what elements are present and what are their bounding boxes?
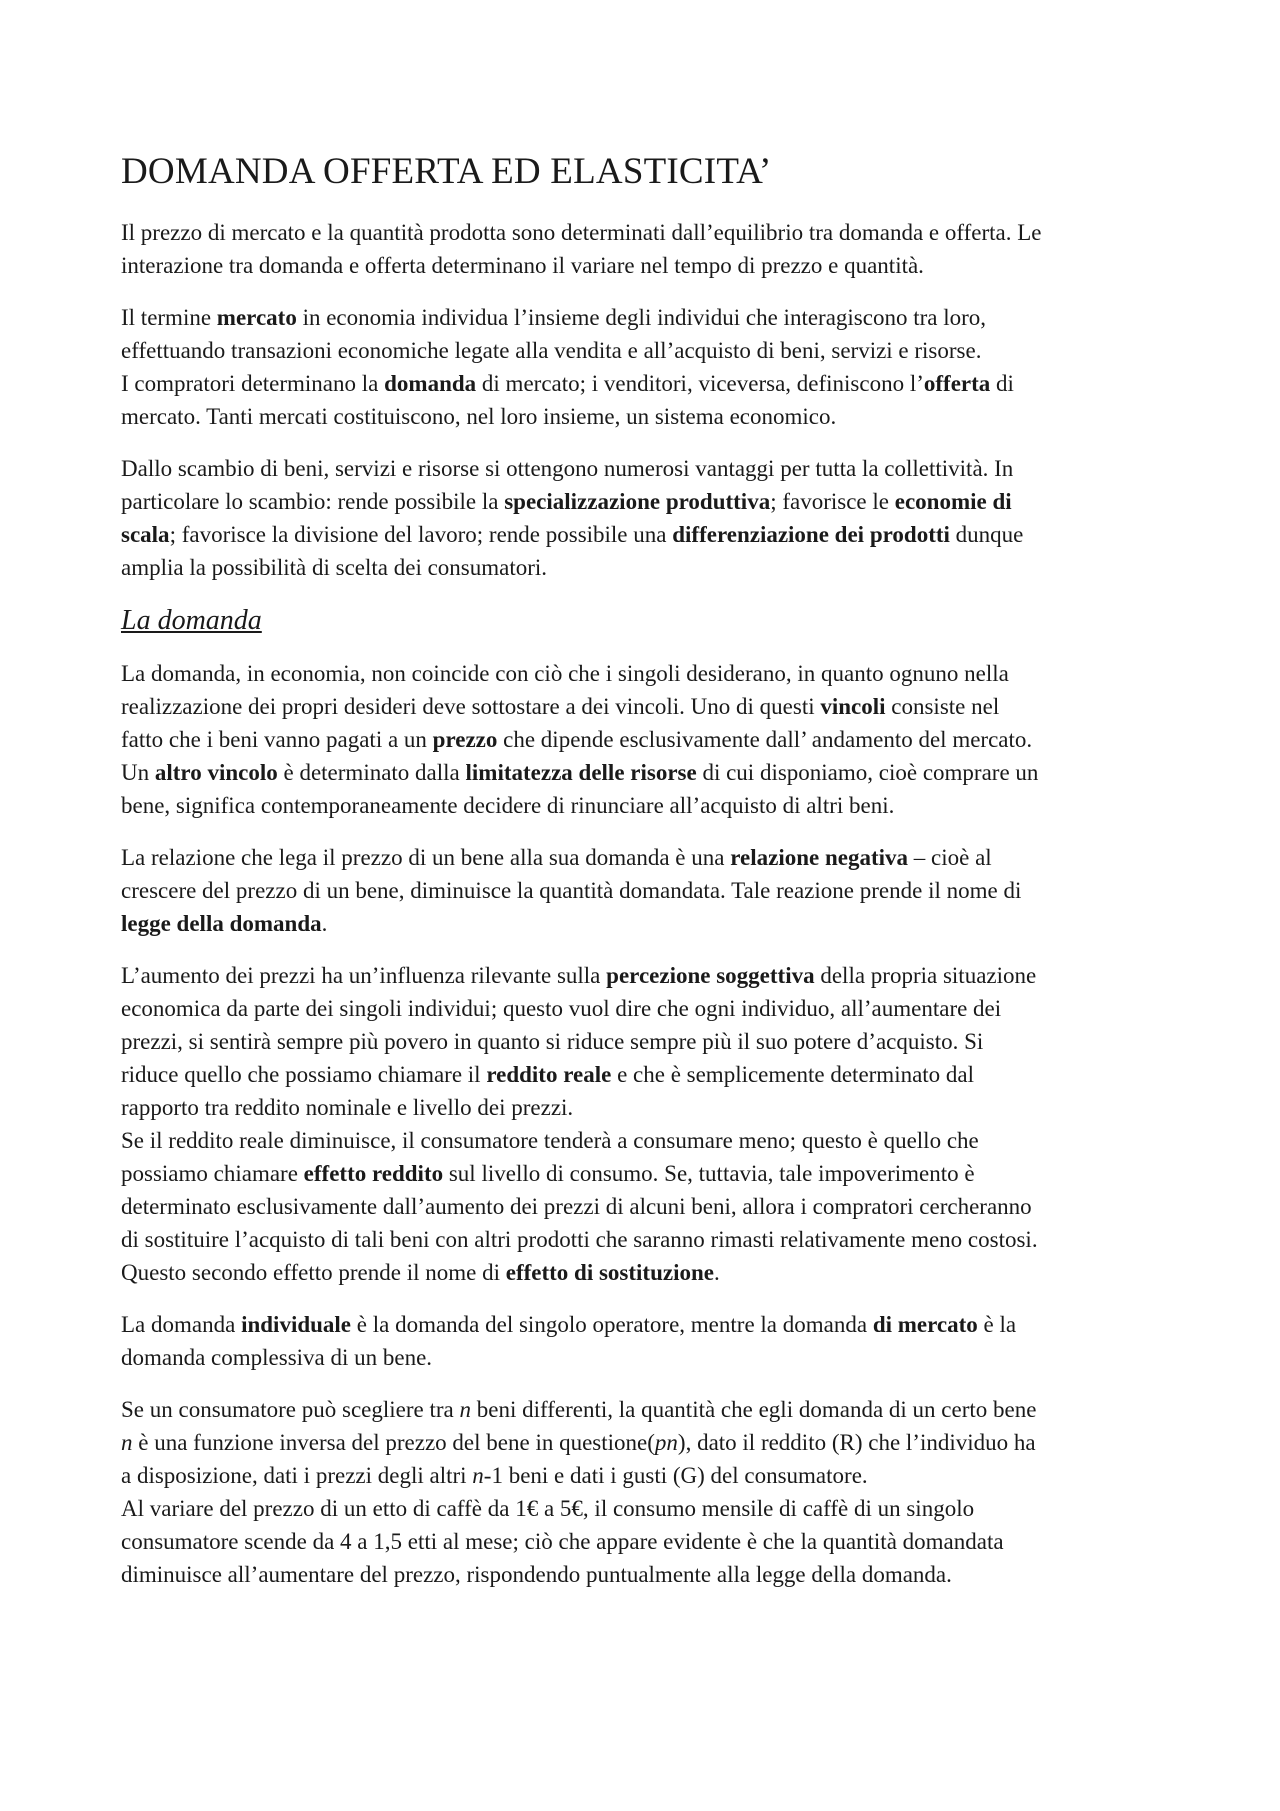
bold-term: di mercato <box>872 1312 978 1337</box>
paragraph <box>121 1308 1171 1374</box>
text-line <box>121 485 1171 518</box>
text-segment: in economia individua l’insieme degli individui che interagiscono tra loro, <box>296 305 987 330</box>
text-segment: di sostituire l’acquisto di tali beni con altri prodotti che saranno rimasti relativamente meno costosi. <box>121 1227 1038 1252</box>
text-segment: . <box>321 911 328 936</box>
text-line <box>121 1308 1171 1341</box>
text-line <box>121 1393 1171 1426</box>
text-line <box>121 657 1171 690</box>
section-heading: La domanda <box>121 605 262 636</box>
paragraph <box>121 959 1171 1289</box>
bold-term: legge della domanda <box>121 911 322 936</box>
bold-term: economie di <box>894 489 1012 514</box>
document-page <box>121 150 1171 1610</box>
text-line <box>121 907 1171 940</box>
text-line <box>121 690 1171 723</box>
text-line <box>121 1492 1171 1525</box>
text-segment: di <box>990 371 1014 396</box>
text-segment: riduce quello che possiamo chiamare il <box>121 1062 487 1087</box>
text-line <box>121 1190 1171 1223</box>
text-segment: che dipende esclusivamente dall’ andamento del mercato. <box>497 727 1033 752</box>
text-segment: diminuisce all’aumentare del prezzo, rispondendo puntualmente alla legge della domanda. <box>121 1562 952 1587</box>
text-line <box>121 1157 1171 1190</box>
text-line <box>121 1459 1171 1492</box>
text-line <box>121 1091 1171 1124</box>
text-line <box>121 1256 1171 1289</box>
bold-term: offerta <box>923 371 991 396</box>
text-line <box>121 1426 1171 1459</box>
text-segment: L’aumento dei prezzi ha un’influenza rilevante sulla <box>121 963 607 988</box>
text-segment: -1 beni e dati i gusti (G) del consumatore. <box>483 1463 868 1488</box>
text-segment: della propria situazione <box>814 963 1037 988</box>
text-segment: economica da parte dei singoli individui; questo vuol dire che ogni individuo, all’aumentare dei <box>121 996 1002 1021</box>
paragraph <box>121 841 1171 940</box>
text-line <box>121 216 1171 249</box>
text-segment: dunque <box>949 522 1024 547</box>
text-segment: domanda complessiva di un bene. <box>121 1345 433 1370</box>
text-segment: La relazione che lega il prezzo di un bene alla sua domanda è una <box>121 845 731 870</box>
text-segment: amplia la possibilità di scelta dei consumatori. <box>121 555 548 580</box>
text-line <box>121 756 1171 789</box>
text-line <box>121 301 1171 334</box>
text-line <box>121 1223 1171 1256</box>
text-segment: ; favorisce le <box>770 489 895 514</box>
text-segment: è determinato dalla <box>277 760 466 785</box>
text-segment: – cioè al <box>908 845 992 870</box>
bold-term: differenziazione dei prodotti <box>672 522 950 547</box>
bold-term: relazione negativa <box>730 845 909 870</box>
text-segment: I compratori determinano la <box>121 371 385 396</box>
paragraph <box>121 657 1171 822</box>
bold-term: reddito reale <box>486 1062 612 1087</box>
italic-term: n <box>459 1397 471 1422</box>
bold-term: vincoli <box>820 694 886 719</box>
text-line <box>121 841 1171 874</box>
text-segment: effettuando transazioni economiche legate alla vendita e all’acquisto di beni, servizi e risorse. <box>121 338 982 363</box>
page-title: DOMANDA OFFERTA ED ELASTICITA’ <box>121 151 772 192</box>
bold-term: effetto di sostituzione <box>505 1260 714 1285</box>
text-line <box>121 1058 1171 1091</box>
text-segment: . <box>713 1260 720 1285</box>
bold-term: individuale <box>241 1312 352 1337</box>
paragraph <box>121 301 1171 433</box>
text-segment: interazione tra domanda e offerta determinano il variare nel tempo di prezzo e quantità. <box>121 253 924 278</box>
bold-term: prezzo <box>432 727 498 752</box>
text-segment: di mercato; i venditori, viceversa, definiscono l’ <box>476 371 924 396</box>
text-line <box>121 551 1171 584</box>
italic-term: n <box>121 1430 133 1455</box>
bold-term: specializzazione produttiva <box>504 489 771 514</box>
text-line <box>121 959 1171 992</box>
text-line <box>121 1525 1171 1558</box>
text-segment: e che è semplicemente determinato dal <box>611 1062 975 1087</box>
text-line <box>121 452 1171 485</box>
paragraph <box>121 216 1171 282</box>
bold-term: effetto reddito <box>303 1161 444 1186</box>
text-segment: consumatore scende da 4 a 1,5 etti al mese; ciò che appare evidente è che la quantità domandata <box>121 1529 1004 1554</box>
text-segment: di cui disponiamo, cioè comprare un <box>696 760 1039 785</box>
text-segment: è la <box>977 1312 1017 1337</box>
text-segment: Il prezzo di mercato e la quantità prodotta sono determinati dall’equilibrio tra domanda e offerta. Le <box>121 220 1042 245</box>
text-segment: rapporto tra reddito nominale e livello dei prezzi. <box>121 1095 574 1120</box>
paragraph <box>121 452 1171 584</box>
text-segment: Al variare del prezzo di un etto di caffè da 1€ a 5€, il consumo mensile di caffè di un singolo <box>121 1496 975 1521</box>
text-segment: ), dato il reddito (R) che l’individuo ha <box>677 1430 1036 1455</box>
text-line <box>121 334 1171 367</box>
text-segment: è una funzione inversa del prezzo del bene in questione( <box>132 1430 655 1455</box>
text-line <box>121 518 1171 551</box>
text-segment: possiamo chiamare <box>121 1161 304 1186</box>
bold-term: limitatezza delle risorse <box>465 760 697 785</box>
text-line <box>121 1025 1171 1058</box>
bold-term: mercato <box>216 305 297 330</box>
text-line <box>121 1341 1171 1374</box>
text-segment: Se un consumatore può scegliere tra <box>121 1397 460 1422</box>
text-segment: La domanda <box>121 1312 242 1337</box>
text-line <box>121 1124 1171 1157</box>
italic-term: pn <box>654 1430 678 1455</box>
bold-term: altro vincolo <box>154 760 278 785</box>
text-segment: a disposizione, dati i prezzi degli altri <box>121 1463 473 1488</box>
text-line <box>121 723 1171 756</box>
text-segment: Se il reddito reale diminuisce, il consumatore tenderà a consumare meno; questo è quello che <box>121 1128 979 1153</box>
text-line <box>121 789 1171 822</box>
text-line <box>121 1558 1171 1591</box>
paragraph <box>121 1393 1171 1591</box>
text-segment: La domanda, in economia, non coincide con ciò che i singoli desiderano, in quanto ognuno nella <box>121 661 1009 686</box>
text-line <box>121 992 1171 1025</box>
text-line <box>121 874 1171 907</box>
text-segment: consiste nel <box>885 694 1000 719</box>
text-line <box>121 367 1171 400</box>
text-segment: realizzazione dei propri desideri deve sottostare a dei vincoli. Uno di questi <box>121 694 821 719</box>
text-segment: ; favorisce la divisione del lavoro; rende possibile una <box>169 522 673 547</box>
text-segment: particolare lo scambio: rende possibile la <box>121 489 505 514</box>
bold-term: scala <box>121 522 170 547</box>
text-segment: Un <box>121 760 155 785</box>
text-segment: Dallo scambio di beni, servizi e risorse si ottengono numerosi vantaggi per tutta la collettività. In <box>121 456 1014 481</box>
text-line <box>121 249 1171 282</box>
text-segment: sul livello di consumo. Se, tuttavia, tale impoverimento è <box>443 1161 975 1186</box>
text-segment: prezzi, si sentirà sempre più povero in quanto si riduce sempre più il suo potere d’acquisto. Si <box>121 1029 984 1054</box>
text-segment: fatto che i beni vanno pagati a un <box>121 727 433 752</box>
text-segment: è la domanda del singolo operatore, mentre la domanda <box>351 1312 873 1337</box>
text-segment: mercato. Tanti mercati costituiscono, nel loro insieme, un sistema economico. <box>121 404 837 429</box>
text-segment: beni differenti, la quantità che egli domanda di un certo bene <box>471 1397 1037 1422</box>
text-line <box>121 400 1171 433</box>
text-segment: Questo secondo effetto prende il nome di <box>121 1260 506 1285</box>
text-segment: determinato esclusivamente dall’aumento dei prezzi di alcuni beni, allora i compratori cercheranno <box>121 1194 1032 1219</box>
text-segment: crescere del prezzo di un bene, diminuisce la quantità domandata. Tale reazione prende il nome di <box>121 878 1022 903</box>
text-segment: bene, significa contemporaneamente decidere di rinunciare all’acquisto di altri beni. <box>121 793 895 818</box>
bold-term: percezione soggettiva <box>606 963 815 988</box>
document-body <box>121 216 1171 1591</box>
italic-term: n <box>472 1463 484 1488</box>
text-segment: Il termine <box>121 305 217 330</box>
bold-term: domanda <box>384 371 477 396</box>
